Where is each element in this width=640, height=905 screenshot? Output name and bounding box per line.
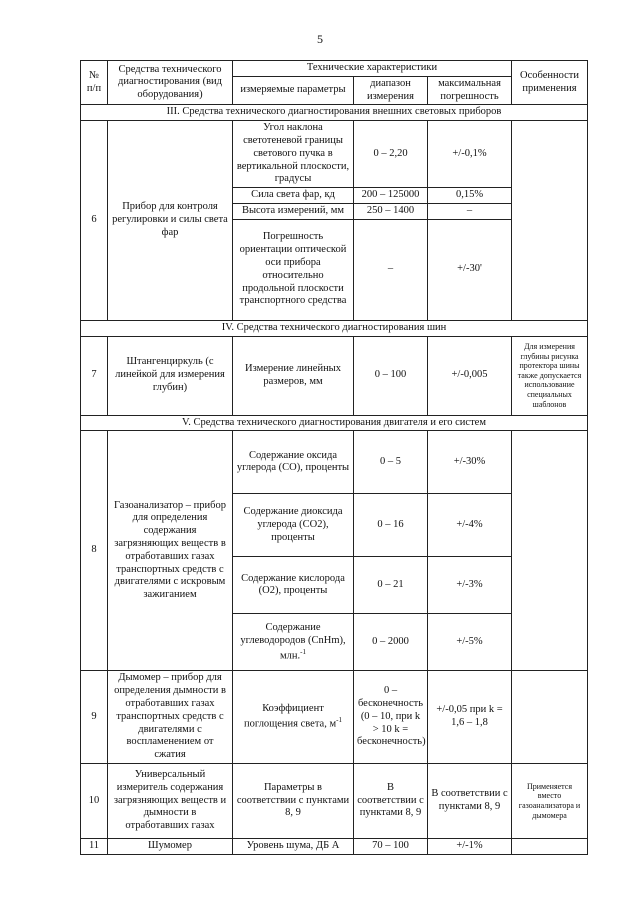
parameter: Параметры в соответствии с пунктами 8, 9 [233,763,354,838]
error: +/-30% [428,431,512,494]
error: В соответствии с пунктами 8, 9 [428,763,512,838]
features-cell [512,671,588,764]
parameter: Содержание диоксида углерода (СО2), проценты [233,494,354,557]
header-features: Особенности применения [512,61,588,105]
header-params: измеряемые параметры [233,76,354,105]
parameter: Измерение линейных размеров, мм [233,336,354,415]
header-tech: Технические характеристики [233,61,512,77]
parameter: Погрешность ориентации оптической оси прибора относительно продольной плоскости транспортного средства [233,219,354,320]
row-number: 8 [81,431,108,671]
unit-exponent: -1 [336,715,342,724]
range: В соответствии с пунктами 8, 9 [354,763,428,838]
device-name: Дымомер – прибор для определения дымности в отработавших газах транспортных средств с двигателями с воспламенением от сжатия [108,671,233,764]
section-title: V. Средства технического диагностирования двигателя и его систем [81,415,588,431]
error: +/-3% [428,557,512,614]
features-cell [512,431,588,671]
error: +/-0,005 [428,336,512,415]
feature-note: Для измерения глубины рисунка протектора шины также допускается использование специальных шаблонов [512,336,588,415]
parameter: Угол наклона светотеневой границы светового пучка в вертикальной плоскости, градусы [233,121,354,188]
features-cell [512,121,588,321]
range: 0 – 5 [354,431,428,494]
range: 0 – 2,20 [354,121,428,188]
parameter [233,614,354,671]
header-error: максимальная погрешность [428,76,512,105]
range: 200 – 125000 [354,188,428,204]
error: 0,15% [428,188,512,204]
header-range: диапазон измерения [354,76,428,105]
parameter [233,671,354,764]
range: 0 – 16 [354,494,428,557]
error: +/-0,05 при k = 1,6 – 1,8 [428,671,512,764]
row-number: 11 [81,838,108,854]
range: 0 – 2000 [354,614,428,671]
page-number: 5 [317,32,323,46]
range: 0 – бесконечность (0 – 10, при k > 10 k = бесконечность) [354,671,428,764]
parameter-text: Содержание углеводородов (CnHm), млн. [240,621,346,661]
row-number: 7 [81,336,108,415]
parameter: Уровень шума, ДБ А [233,838,354,854]
error: +/-30' [428,219,512,320]
feature-note: Применяется вместо газоанализатора и дымомера [512,763,588,838]
device-name: Газоанализатор – прибор для определения содержания загрязняющих веществ в отработавших газах транспортных средств с двигателями с искровым зажиганием [108,431,233,671]
section-title: III. Средства технического диагностирования внешних световых приборов [81,105,588,121]
section-title: IV. Средства технического диагностирования шин [81,320,588,336]
parameter: Высота измерений, мм [233,203,354,219]
parameter: Содержание кислорода (О2), проценты [233,557,354,614]
header-means: Средства технического диагностирования (вид оборудования) [108,61,233,105]
parameter-text: Коэффициент поглощения света, м [244,703,337,730]
row-number: 9 [81,671,108,764]
device-name: Штангенциркуль (с линейкой для измерения глубин) [108,336,233,415]
error: +/-4% [428,494,512,557]
device-name: Шумомер [108,838,233,854]
parameter: Сила света фар, кд [233,188,354,204]
range: – [354,219,428,320]
range: 250 – 1400 [354,203,428,219]
error: +/-5% [428,614,512,671]
header-num: № п/п [81,61,108,105]
row-number: 10 [81,763,108,838]
error: +/-0,1% [428,121,512,188]
device-name: Универсальный измеритель содержания загрязняющих веществ и дымности в отработавших газах [108,763,233,838]
row-number: 6 [81,121,108,321]
features-cell [512,838,588,854]
parameter: Содержание оксида углерода (СО), проценты [233,431,354,494]
equipment-table [80,60,588,855]
range: 0 – 100 [354,336,428,415]
error: – [428,203,512,219]
unit-exponent: -1 [300,647,306,656]
device-name: Прибор для контроля регулировки и силы света фар [108,121,233,321]
error: +/-1% [428,838,512,854]
range: 70 – 100 [354,838,428,854]
range: 0 – 21 [354,557,428,614]
